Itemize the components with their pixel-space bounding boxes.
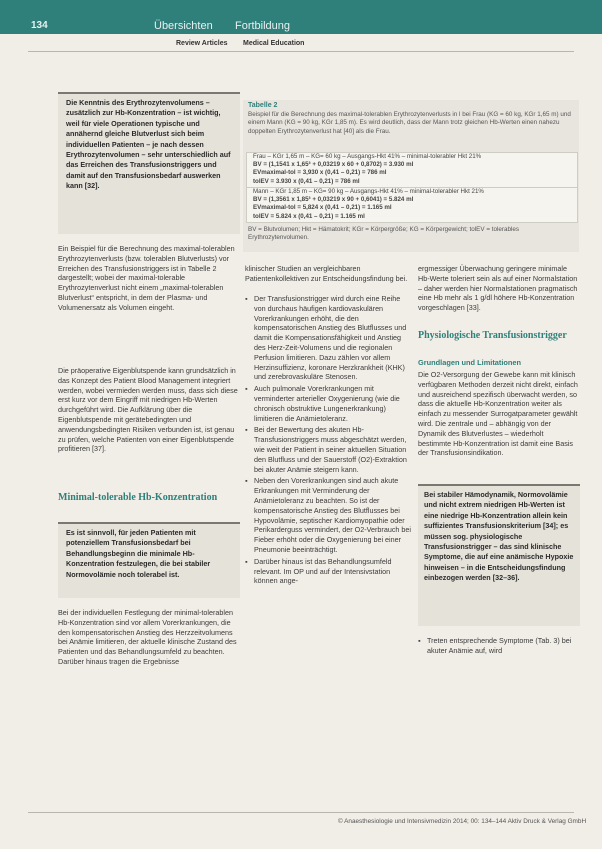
callout-physio-text: Bei stabiler Hämodynamik, Normovolämie und nicht extrem niedrigen Hb-Werten ist eine niedrige Hb-Konzentration allein kein suffizientes Transfusionskriterium [34]; es müssen sog. physiologische Transfusionstrigger – das sind klinische Symptome, die auf eine anämische Hypoxie hinweisen – in die Entscheidungsfindung einbezogen werden [32–36]. [424, 490, 574, 583]
table-row: EVmaximal-tol = 3,930 x (0,41 – 0,21) = 786 ml [253, 169, 387, 177]
table-row: Frau – KGr 1,65 m – KG= 60 kg – Ausgangs-Hkt 41% – minimal-tolerabler Hkt 21% [253, 153, 482, 160]
table-row: Mann – KGr 1,85 m – KG= 90 kg – Ausgangs-Hkt 41% – minimal-tolerabler Hkt 21% [253, 188, 484, 195]
page-number: 134 [31, 20, 48, 31]
header-divider [28, 51, 574, 52]
heading-minimal-hb: Minimal-tolerable Hb-Konzentration [58, 492, 218, 503]
list-item: ▪ Darüber hinaus ist das Behandlungsumfeld relevant. Im OP und auf der Intensivstation können ange- [245, 557, 411, 586]
col2-intro: klinischer Studien an vergleichbaren Patientenkollektiven zur Entscheidungsfindung bei. [245, 264, 408, 283]
col1-paragraph-3: Bei der individuellen Festlegung der minimal-tolerablen Hb-Konzentration sind vor allem Vorerkrankungen, die den kompensatorischen Anstieg des Herzzeitvolumens bei Anämie limitieren, der aktuelle klinische Zustand des Patienten und das Behandlungsumfeld zu beachten. Darüber hinaus tragen die Ergebnisse [58, 608, 237, 666]
table-row: BV = (1,3561 x 1,85³ + 0,03219 x 90 + 0,6041) = 5.824 ml [253, 196, 414, 204]
col3-paragraph-1: ergmessiger Überwachung geringere minimale Hb-Werte toleriert sein als auf einer Normalstation – daher werden hier Normalstationen pragmatisch eine Hb mehr als 1 g/dl höhere Hb-Konzentration vorgeschlagen [33]. [418, 264, 578, 313]
table-row: EVmaximal-tol = 5,824 x (0,41 – 0,21) = 1.165 ml [253, 204, 392, 212]
col3-bullet-list [418, 636, 578, 656]
section-title: Übersichten [154, 20, 213, 32]
callout-top-text: Die Kenntnis des Erythrozytenvolumens – zusätzlich zur Hb-Konzentration – ist wichtig, weil für viele Operationen typische und annähernd gleiche Blutverlust sich beim individuellen Patienten – je nach dessen Erythrozytenvolumen – sehr unterschiedlich auf das Erreichen des Transfusionstriggers und damit auf den Transfusionsbedarf auswerken kann [32]. [66, 98, 231, 191]
col1-paragraph-2: Die präoperative Eigenblutspende kann grundsätzlich in das Konzept des Patient Blood Management integriert werden, wobei vermieden werden muss, dass sich diese erst kurz vor dem Eingriff mit niedrigen Hb-Werten durchgeführt wird. Die Aufklärung über die Eigenblutspende mit gerätebedingten und anwendungsbedingten Risiken verbunden ist, ist genau zu prüfen, welche Patienten von einer Eigenblutspende profitieren [37]. [58, 366, 238, 454]
list-item: ▪ Der Transfusionstrigger wird durch eine Reihe von durchaus häufigen kardiovaskulären Vorerkrankungen erhöht, die den kompensatorischen Anstieg des Blutflusses und damit die Kompensationsfähigkeit und Anstieg des Herz-Zeit-Volumens und die regionalen Perfusion limitieren. Dazu zählen vor allem Herzinsuffizienz, koronare Herzkrankheit (KHK) und zerebrovaskuläre Stenosen. [245, 294, 411, 382]
table-row: BV = (1,1541 x 1,65³ + 0,03219 x 60 + 0,8702) = 3.930 ml [253, 161, 414, 169]
col1-paragraph-1: Ein Beispiel für die Berechnung des maximal-tolerablen Erythrozytenverlusts (bzw. tolerablen Blutverlusts) vor Erreichen des Transfusionstriggers ist in Tabelle 2 dargestellt; wobei der maximal-tolerable Erythrozytenverlust nicht einem „maximal-tolerablen Blutverlust“ entspricht, in dem der Plasma- und Volumenersatz als Volumen eingeht. [58, 244, 235, 312]
table-label: Tabelle 2 [248, 102, 278, 109]
col3-paragraph-2: Die O2-Versorgung der Gewebe kann mit klinisch verfügbaren Methoden derzeit nicht direkt, einfach und ausreichend spezifisch überwacht werden, so dass die aktuelle Hb-Konzentration weiter als einfach zu messender Surrogatparameter gewählt wird. Die zentrale und – abhängig von der Dynamik des Blutverlustes – wiederholt bestimmte Hb-Konzentration ist damit eine Basis der Transfusionsindikation. [418, 370, 578, 458]
callout-minimal-text: Es ist sinnvoll, für jeden Patienten mit potenziellem Transfusionsbedarf bei Behandlungsbeginn die minimale Hb-Konzentration festzulegen, die bei stabiler Normovolämie noch tolerabel ist. [66, 528, 211, 579]
table-footnote: BV = Blutvolumen; Hkt = Hämatokrit; KGr = Körpergröße; KG = Körpergewicht; tolEV = tolerables Erythrozytenvolumen. [248, 226, 520, 242]
category-left: Review Articles [176, 40, 228, 47]
table-block-woman [246, 152, 578, 188]
subsection-title: Fortbildung [235, 20, 291, 32]
category-right: Medical Education [243, 40, 305, 47]
list-item: ▪ Bei der Bewertung des akuten Hb-Transfusionstriggers muss abgeschätzt werden, wie weit der Patient in seiner aktuellen Situation den Blutfluss und der Sauerstoff (O2)-Extraktion bei akuter Anämie steigern kann. [245, 425, 411, 474]
list-item: ▪ Treten entsprechende Symptome (Tab. 3) bei akuter Anämie auf, wird [418, 636, 578, 656]
table-row: tolEV = 3.930 x (0,41 – 0,21) = 786 ml [253, 177, 360, 185]
footer-divider [28, 812, 574, 813]
table-row: tolEV = 5.824 x (0,41 – 0,21) = 1.165 ml [253, 212, 365, 220]
page-header [0, 0, 602, 34]
heading-physiological-trigger: Physiologische Transfusionstrigger [418, 330, 567, 341]
table-block-man [246, 187, 578, 223]
col2-bullet-list [245, 294, 411, 586]
footer-copyright: © Anaesthesiologie und Intensivmedizin 2014; 00: 134–144 Aktiv Druck & Verlag GmbH [338, 818, 587, 825]
subheading-basics: Grundlagen und Limitationen [418, 358, 522, 367]
list-item: ▪ Auch pulmonale Vorerkrankungen mit verminderter arterieller Oxygenierung (wie die chronisch obstruktive Lungenerkrankung) limitieren die Anämietoleranz. [245, 384, 411, 423]
table-caption: Beispiel für die Berechnung des maximal-tolerablen Erythrozytenverlusts in l bei Frau (KG = 60 kg, KGr 1,65 m) und einem Mann (KG = 90 kg, KGr 1,85 m). Es wird deutlich, dass der Mann trotz gleichen Hb-Werten einen nahezu doppelten Erythrozytenverlust hat [40] als die Frau. [248, 111, 571, 135]
list-item: ▪ Neben den Vorerkrankungen sind auch akute Erkrankungen mit Verminderung der Anämietoleranz zu beachten. So ist der kompensatorische Anstieg des Blutflusses bei Hypovolämie, septischer Kardiomyopathie oder Perikarderguss vermindert, der O2-Verbrauch bei Fieber erhöht oder die Oxygenierung bei einer Pneumonie beeinträchtigt. [245, 476, 411, 554]
